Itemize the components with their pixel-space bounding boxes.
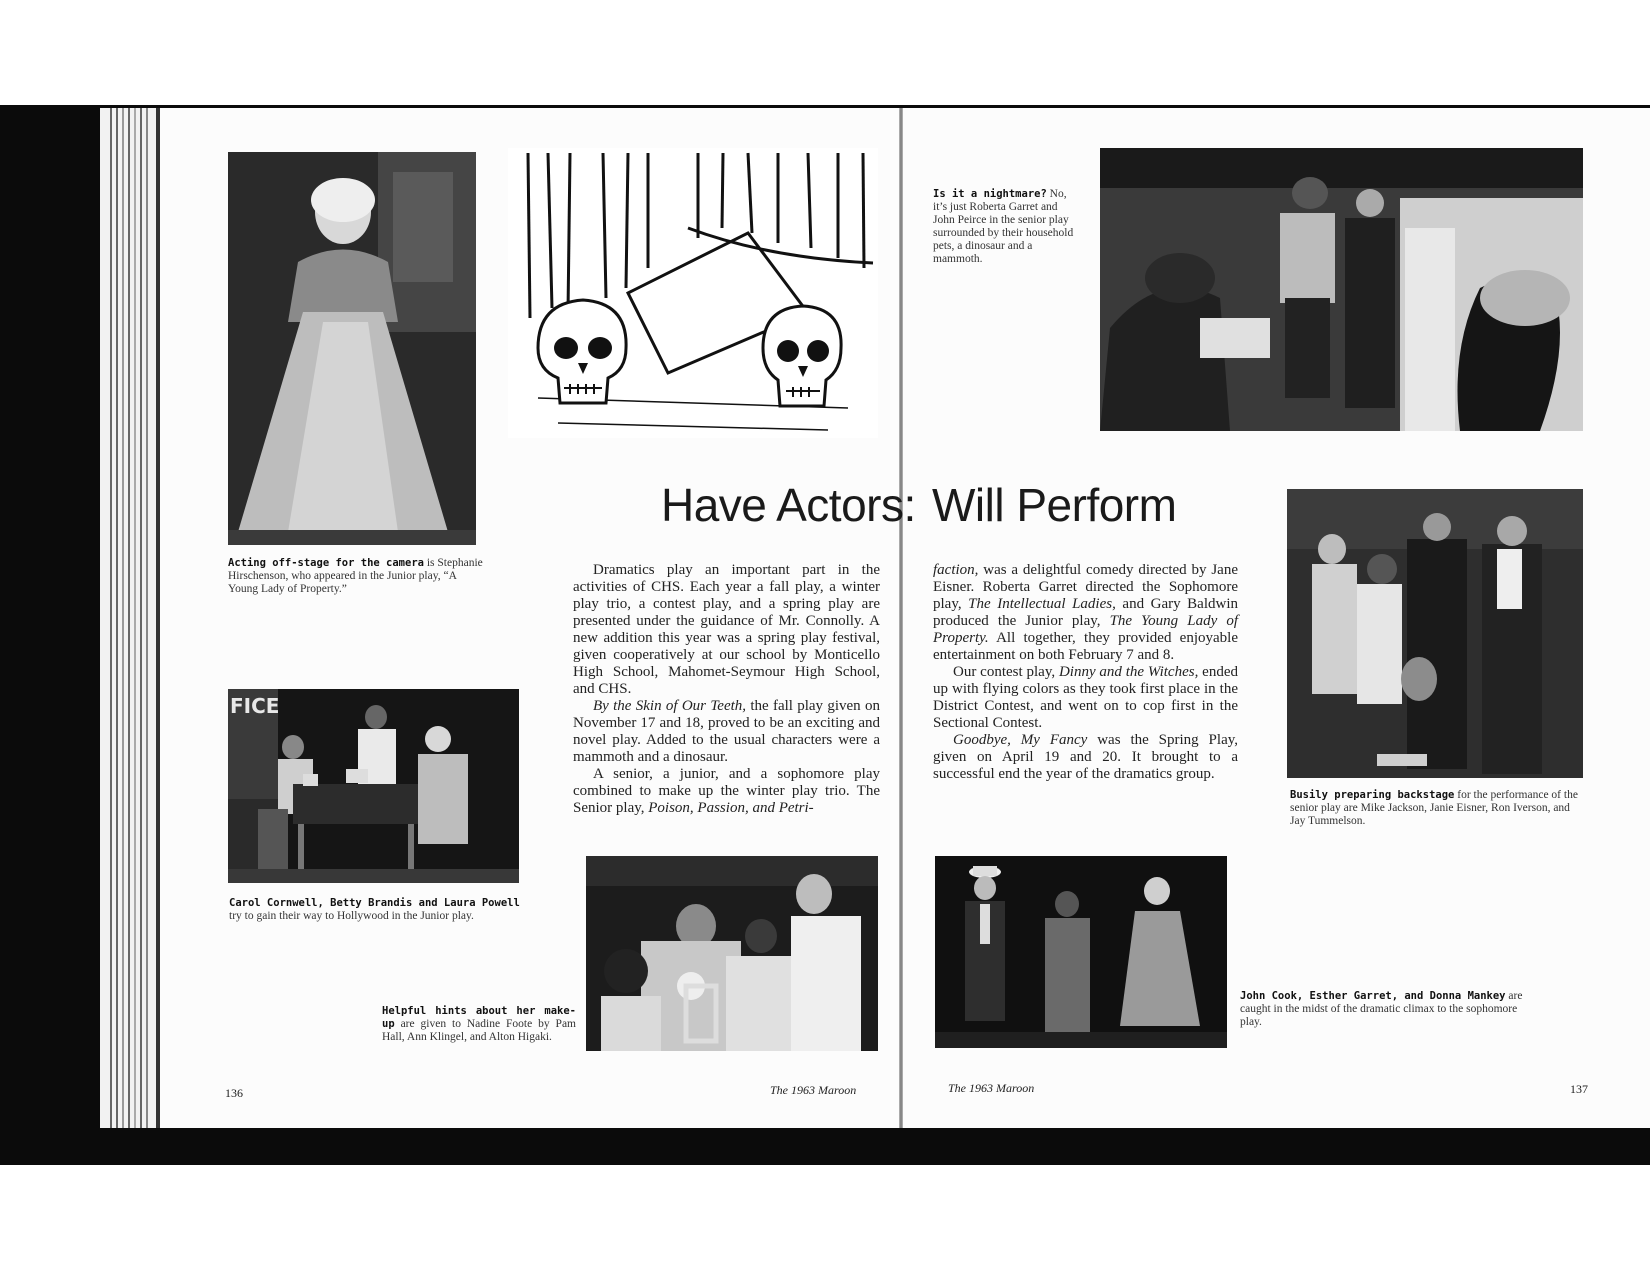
- body-column-left: [573, 562, 880, 817]
- play-title: Poison, Passion, and Petri-: [648, 800, 814, 816]
- paragraph: [933, 732, 1238, 783]
- book-binding-edge: [100, 108, 160, 1128]
- play-title: Goodbye, My Fancy: [953, 732, 1088, 748]
- paragraph: [933, 664, 1238, 732]
- page-gutter: [899, 108, 903, 1128]
- paragraph-text: and Gary Baldwin produced the Junior play,: [933, 596, 1239, 629]
- paragraph-text: the fall play given on November 17 and 18, proved to be an exciting and novel play. Added to the usual characters were a mammoth and a dinosaur.: [573, 698, 880, 765]
- caption-lead: John Cook, Esther Garret, and Donna Mankey: [1240, 990, 1506, 1002]
- paragraph: [933, 562, 1238, 664]
- caption-lead: Carol Cornwell, Betty Brandis and Laura Powell: [229, 897, 520, 909]
- caption-carol: [229, 897, 529, 923]
- right-page-number: 137: [1570, 1082, 1588, 1096]
- paragraph-text: A senior, a junior, and a sophomore play combined to make up the winter play trio. The Senior play,: [573, 766, 880, 816]
- photo-backstage: [1287, 489, 1583, 778]
- paragraph-text: Dramatics play an important part in the activities of CHS. Each year a fall play, a winter play trio, a contest play, and a spring play are presented under the guidance of Mr. Connolly. A new addition this year was a spring play festival, given cooperatively at our school by Monticello High School, Mahomet-Seymour High School, and CHS.: [573, 562, 880, 697]
- caption-text: are given to Nadine Foote by Pam Hall, Ann Klingel, and Alton Higaki.: [382, 1018, 576, 1043]
- paragraph-text: was the Spring Play, given on April 19 and 20. It brought to a successful end the year of the dramatics group.: [933, 732, 1239, 782]
- right-running-title: The 1963 Maroon: [948, 1081, 1035, 1095]
- paragraph-text: Our contest play,: [953, 664, 1059, 680]
- play-title: Dinny and the Witches,: [1058, 664, 1199, 680]
- photo-nightmare-scene: [1100, 148, 1583, 431]
- paragraph-text: ended up with flying colors as they took first place in the District Contest, and went on to cop first in the Sectional Contest.: [933, 664, 1238, 731]
- caption-text: No, it’s just Roberta Garret and John Peirce in the senior play surrounded by their household pets, a dinosaur and a mammoth.: [933, 188, 1074, 265]
- photo-makeup-hints: [586, 856, 878, 1051]
- caption-text: are caught in the midst of the dramatic climax to the sophomore play.: [1240, 990, 1523, 1028]
- illustration-curtains-skulls: [508, 148, 878, 438]
- photo-hollywood-table: [228, 689, 519, 883]
- caption-stephanie: [228, 557, 488, 596]
- caption-lead: Busily preparing backstage: [1290, 789, 1455, 801]
- caption-text: try to gain their way to Hollywood in the Junior play.: [229, 910, 474, 922]
- paragraph: [573, 766, 880, 817]
- play-title: The Young Lady of Property.: [933, 613, 1238, 646]
- caption-text: for the performance of the senior play are Mike Jackson, Janie Eisner, Ron Iverson, and Jay Tummelson.: [1290, 789, 1578, 827]
- paragraph-text: All together, they provided enjoyable entertainment on both February 7 and 8.: [933, 630, 1238, 663]
- caption-lead: Helpful hints about her make-up: [382, 1005, 576, 1030]
- paragraph: [573, 562, 880, 698]
- caption-nightmare: [933, 188, 1076, 266]
- play-title: By the Skin of Our Teeth,: [593, 698, 747, 714]
- left-running-title: The 1963 Maroon: [770, 1083, 857, 1097]
- paragraph: [573, 698, 880, 766]
- caption-nadine: [382, 1005, 576, 1044]
- caption-text: is Stephanie Hirschenson, who appeared in the Junior play, “A Young Lady of Property.”: [228, 557, 483, 595]
- play-title: faction,: [933, 562, 979, 578]
- photo-sophomore-play: [935, 856, 1227, 1048]
- left-page-number: 136: [225, 1086, 243, 1100]
- caption-lead: Is it a nightmare?: [933, 188, 1047, 200]
- headline-right: Will Perform: [932, 479, 1177, 531]
- caption-cook: [1240, 990, 1532, 1029]
- caption-lead: Acting off-stage for the camera: [228, 557, 424, 569]
- paragraph-text: was a delightful comedy directed by Jane Eisner. Roberta Garret directed the Sophomore play,: [933, 562, 1238, 612]
- photo-stephanie-gown: [228, 152, 476, 545]
- body-column-right: [933, 562, 1238, 783]
- headline-left: Have Actors:: [661, 479, 916, 531]
- play-title: The Intellectual Ladies,: [968, 596, 1116, 612]
- office-sign-text: FICE: [230, 694, 280, 718]
- caption-backstage: [1290, 789, 1582, 828]
